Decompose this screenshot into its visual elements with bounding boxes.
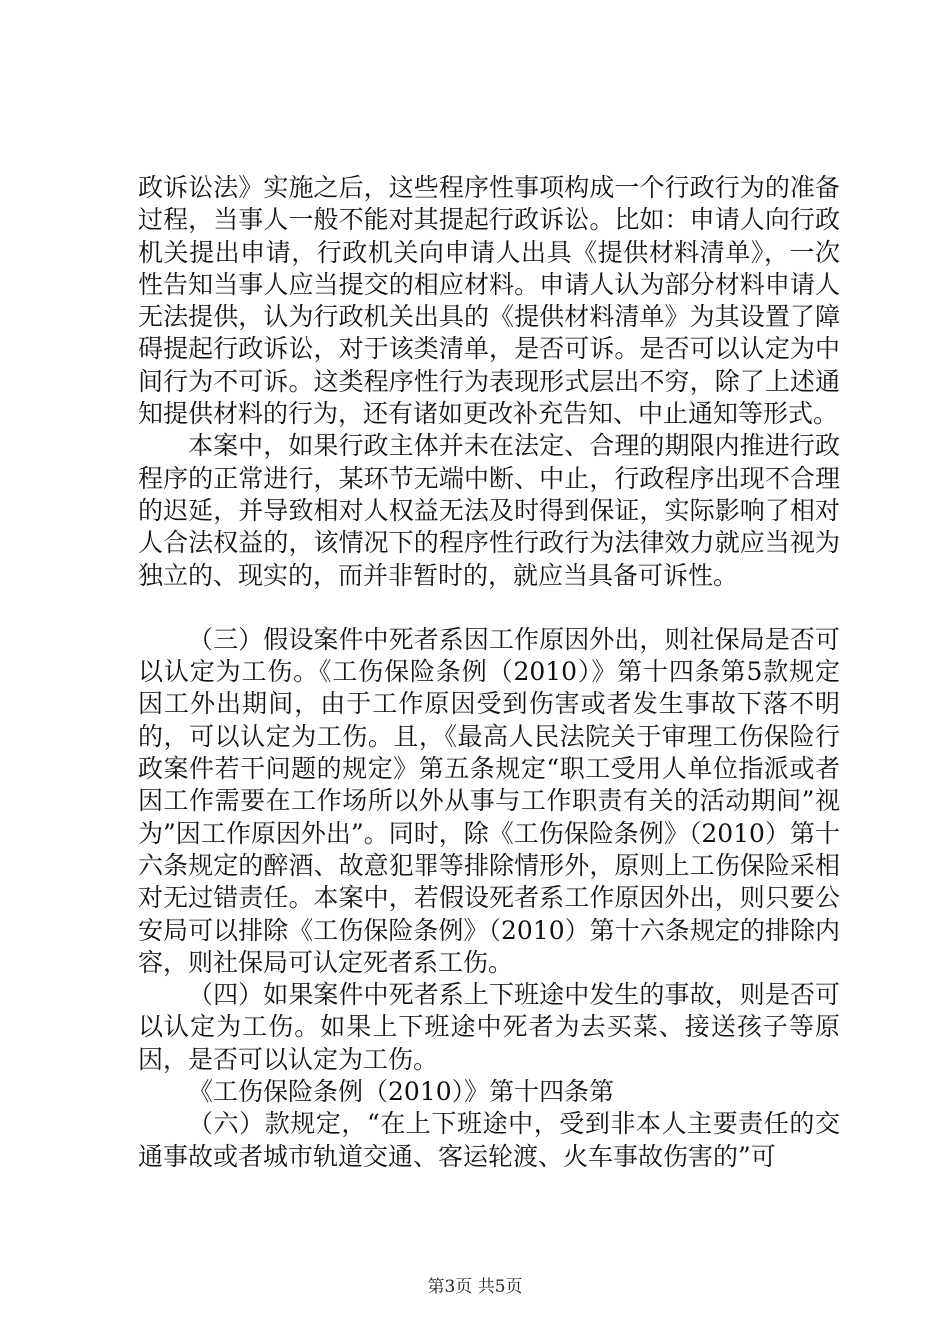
paragraph-regulation-reference: 《工伤保险条例（2010）》第十四条第 — [188, 1077, 615, 1107]
paragraph-case-analysis: 本案中，如果行政主体并未在法定、合理的期限内推进行政程序的正常进行，某环节无端中断、中止，行政程序出现不合理的迟延，并导致相对人权益无法及时得到保证，实际影响了相对人合法权益的，该情况下的程序性行政行为法律效力就应当视为独立的、现实的，而并非暂时的，就应当具备可诉性。 — [138, 431, 840, 590]
paragraph-section-three: （三）假设案件中死者系因工作原因外出，则社保局是否可以认定为工伤。《工伤保险条例（2010）》第十四条第5款规定因工外出期间，由于工作原因受到伤害或者发生事故下落不明的，可以认定为工伤。且，《最高人民法院关于审理工伤保险行政案件若干问题的规定》第五条规定“职工受用人单位指派或者因工作需要在工作场所以外从事与工作职责有关的活动期间”视为”因工作原因外出”。同时，除《工伤保险条例》（2010）第十六条规定的醉酒、故意犯罪等排除情形外，原则上工伤保险采相对无过错责任。本案中，若假设死者系工作原因外出，则只要公安局可以排除《工伤保险条例》（2010）第十六条规定的排除内容，则社保局可认定死者系工伤。 — [138, 624, 840, 977]
page-number-footer: 第3页 共5页 — [427, 1277, 523, 1297]
paragraph-continued: 政诉讼法》实施之后，这些程序性事项构成一个行政行为的准备过程，当事人一般不能对其提起行政诉讼。比如：申请人向行政机关提出申请，行政机关向申请人出具《提供材料清单》，一次性告知当事人应当提交的相应材料。申请人认为部分材料申请人无法提供，认为行政机关出具的《提供材料清单》为其设置了障碍提起行政诉讼，对于该类清单，是否可诉。是否可以认定为中间行为不可诉。这类程序性行为表现形式层出不穷，除了上述通知提供材料的行为，还有诸如更改补充告知、中止通知等形式。 — [138, 173, 840, 429]
paragraph-section-four: （四）如果案件中死者系上下班途中发生的事故，则是否可以认定为工伤。如果上下班途中死者为去买菜、接送孩子等原因，是否可以认定为工伤。 — [138, 980, 840, 1074]
paragraph-clause-six: （六）款规定，“在上下班途中，受到非本人主要责任的交通事故或者城市轨道交通、客运轮渡、火车事故伤害的”可 — [138, 1109, 840, 1171]
document-body — [138, 172, 840, 1173]
